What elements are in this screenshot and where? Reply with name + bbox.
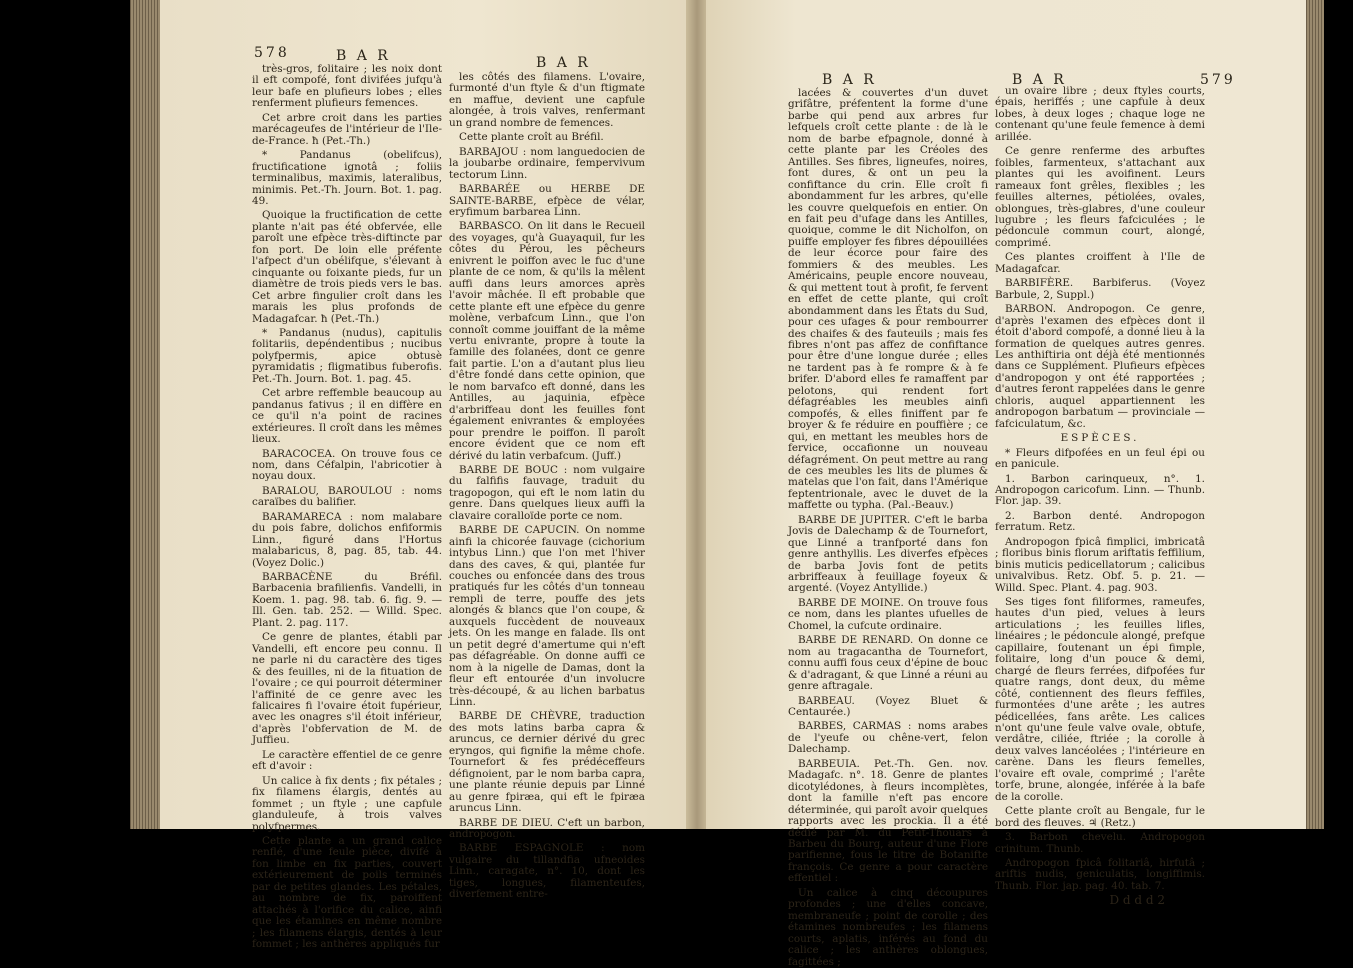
paragraph: Un calice à fix dents ; fix pétales ; fix filamens élargis, dentés au fommet ; un ftyle ; une capfule glanduleufe, à trois valves polyfpermes. (252, 774, 442, 833)
right-page-edges (1306, 0, 1324, 829)
paragraph: BARBASCO. On lit dans le Recueil des voyages, qu'à Guayaquil, fur les côtes du Pérou, les pêcheurs enivrent le poiffon avec le fuc d'une plante de ce nom, & qu'ils la mêlent auffi dans leurs amorces après l'avoir mâchée. Il eft probable que cette plante eft une efpèce du genre molène, verbafcum Linn., que l'on connoît comme jouiffant de la même vertu enivrante, propre à toute la famille des folanées, dont ce genre fait partie. L'on a d'autant plus lieu d'être fondé dans cette opinion, que le nom barvafco eft donné, dans les Antilles, au jaquinia, efpèce d'arbriffeau dont les feuilles font également enivrantes & employées pour prendre le poiffon. Il paroît encore évident que ce nom eft dérivé du latin verbafcum. (Juff.) (449, 220, 645, 462)
paragraph: Quoique la fructification de cette plante n'ait pas été obfervée, elle paroît une efpèce très-diftincte par fon port. De loin elle préfente l'afpect d'un obélifque, s'élevant à cinquante ou foixante pieds, fur un diamètre de trois pieds vers le bas. Cet arbre fingulier croît dans les marais les plus profonds de Madagafcar. ħ (Pet.-Th.) (252, 209, 442, 325)
paragraph: BARBE DE MOINE. On trouve fous ce nom, dans les plantes ufuelles de Chomel, la cufcute ordinaire. (788, 596, 988, 632)
paragraph: BARBE DE DIEU. C'eft un barbon, andropogon. (449, 816, 645, 840)
paragraph: BARBAJOU : nom languedocien de la joubarbe ordinaire, fempervivum tectorum Linn. (449, 145, 645, 181)
paragraph: Andropogon fpicâ folitariâ, hirfutâ ; ariftis nudis, geniculatis, longiffimis. Thunb. Flor. jap. pag. 40. tab. 7. (995, 857, 1205, 892)
paragraph: * Fleurs difpofées en un feul épi ou en panicule. (995, 446, 1205, 471)
paragraph: BARBEAU. (Voyez Bluet & Centaurée.) (788, 694, 988, 719)
paragraph: BARBON. Andropogon. Ce genre, d'après l'examen des efpèces dont il étoit d'abord compofé, a donné lieu à la formation de quelques autres genres. Les anthiftiria ont déjà été mentionnés dans ce Supplément. Plufieurs efpèces d'andropogon y ont été rapportées ; d'autres feront rappelées dans le genre chloris, auquel appartiennent les andropogon barbatum — provinciale — fafciculatum, &c. (995, 303, 1205, 430)
paragraph: BARBACÈNE du Bréfil. Barbacenia brafilienfis. Vandelli, in Koem. 1. pag. 98. tab. 6. fig. 9. — Ill. Gen. tab. 252. — Willd. Spec. Plant. 2. pag. 117. (252, 571, 442, 629)
paragraph: Cette plante a un grand calice renflé, d'une feule pièce, divifé à fon limbe en fix parties, couvert extérieurement de poils terminés par de petites glandes. Les pétales, au nombre de fix, paroiffent attachés à l'orifice du calice, ainfi que les étamines en même nombre ; les filamens élargis, dentés à leur fommet ; les anthères appliqués fur (252, 835, 442, 951)
paragraph: Ce genre renferme des arbuftes foibles, farmenteux, s'attachant aux plantes qui les avoifinent. Leurs rameaux font grêles, flexibles ; les feuilles alternes, pétiolées, ovales, oblongues, très-glabres, d'une couleur lugubre ; les fleurs fafciculées ; le pédoncule commun court, alongé, comprimé. (995, 145, 1205, 249)
paragraph: BARBE DE BOUC : nom vulgaire du falfifis fauvage, traduit du tragopogon, qui eft le nom latin du genre. Dans quelques lieux auffi la clavaire coralloïde porte ce nom. (449, 463, 645, 522)
paragraph: Cette plante croît au Bengale, fur le bord des fleuves. ♃ (Retz.) (995, 805, 1205, 829)
paragraph: BARBARÉE ou HERBE DE SAINTE-BARBE, efpèce de vélar, eryfimum barbarea Linn. (449, 183, 645, 218)
paragraph: Ce genre de plantes, établi par Vandelli, eft encore peu connu. Il ne parle ni du caractère des tiges & des feuilles, ni de la fituation de l'ovaire ; ce qui pourroit déterminer l'affinité de ce genre avec les falicaires fi l'ovaire étoit fupérieur, avec les onagres s'il étoit inférieur, d'après l'obfervation de M. de Juffieu. (252, 631, 442, 747)
paragraph: un ovaire libre ; deux ftyles courts, épais, heriffés ; une capfule à deux lobes, à deux loges ; chaque loge ne contenant qu'une feule femence à demi arillée. (995, 85, 1205, 143)
right-column-1 (788, 87, 988, 968)
paragraph: Andropogon fpicâ fimplici, imbricatâ ; floribus binis florum ariftatis feffilium, binis muticis pedicellatorum ; calicibus univalvibus. Retz. Obf. 5. p. 21. — Willd. Spec. Plant. 4. pag. 903. (995, 535, 1205, 594)
left-header-col2: B A R (536, 55, 591, 71)
paragraph: Ses tiges font filiformes, rameufes, hautes d'un pied, velues à leurs articulations ; les feuilles lifles, linéaires ; le pédoncule alongé, prefque capillaire, foutenant un épi fimple, folitaire, long d'un pouce & demi, chargé de fleurs ferrées, difpofées fur quatre rangs, dont deux, du même côté, contiennent des fleurs feffiles, furmontées d'une arête ; les autres pédicellées, fans arête. Les calices n'ont qu'une feule valve ovale, obtufe, verdâtre, ciliée, ftriée ; la corolle à deux valves lancéolées ; l'intérieure en carène. Dans les fleurs femelles, l'ovaire eft ovale, comprimé ; l'arête torfe, brune, alongée, inférée à la bafe de la corolle. (995, 596, 1205, 803)
left-header-col1: B A R (336, 48, 391, 64)
left-column-1 (252, 63, 442, 951)
right-page (706, 0, 1306, 968)
left-page-number: 578 (254, 45, 290, 61)
paragraph: Ces plantes croiffent à l'Ile de Madagafcar. (995, 251, 1205, 275)
paragraph: lacées & couvertes d'un duvet grifâtre, préfentent la forme d'une barbe qui pend aux arbres fur lefquels croît cette plante : de là le nom de barbe efpagnole, donné à cette plante par les Créoles des Antilles. Ses fibres, ligneufes, noires, font dures, & ont un peu la confiftance du crin. Elle croît fi abondamment fur les arbres, qu'elle les couvre quelquefois en entier. On en fait peu d'ufage dans les Antilles, quoique, comme le dit Nicholfon, on puiffe employer fes fibres dépouillées de leur écorce pour faire des fommiers & des meubles. Les Américains, peuple encore nouveau, & qui mettent tout à profit, fe fervent en effet de cette plante, qui croît abondamment dans les États du Sud, pour ces ufages & pour rembourrer des chaifes & des fauteuils ; mais fes fibres n'ont pas affez de confiftance pour être d'une longue durée ; elles ne tardent pas à fe rompre & à fe brifer. D'abord elles fe ramaffent par pelotons, qui rendent fort défagréables les meubles ainfi compofés, & elles finiffent par fe broyer & fe réduire en pouffière ; ce qui, en mettant les meubles hors de fervice, occafionne un nouveau défagrément. On peut mettre au rang de ces meubles les lits de plumes & matelas que l'on fait, dans l'Amérique feptentrionale, avec le duvet de la maffette ou typha. (Pal.-Beauv.) (788, 87, 988, 512)
paragraph: 1. Barbon carinqueux, n°. 1. Andropogon caricofum. Linn. — Thunb. Flor. jap. 39. (995, 472, 1205, 508)
paragraph: BARBES, CARMAS : noms arabes de l'yeufe ou chêne-vert, felon Dalechamp. (788, 720, 988, 756)
paragraph: Cet arbre reffemble beaucoup au pandanus fativus ; il en diffère en ce qu'il n'a point de racines extérieures. Il croît dans les mêmes lieux. (252, 387, 442, 446)
paragraph: BARALOU, BAROULOU : noms caraïbes du balifier. (252, 484, 442, 509)
paragraph: BARBE DE JUPITER. C'eft le barba Jovis de Dalechamp & de Tournefort, que Linné a tranfporté dans fon genre anthyllis. Les diverfes efpèces de barba Jovis font de petits arbriffeaux à feuillage foyeux & argenté. (Voyez Antyllide.) (788, 513, 988, 595)
paragraph: très-gros, folitaire ; les noix dont il eft compofé, font divifées jufqu'à leur bafe en plufieurs lobes ; elles renferment plufieurs femences. (252, 63, 442, 110)
left-page-edges (130, 0, 160, 829)
paragraph: BARBIFÈRE. Barbiferus. (Voyez Barbule, 2, Suppl.) (995, 277, 1205, 301)
right-column-2 (995, 85, 1205, 908)
right-header-col2: B A R (1012, 72, 1067, 88)
paragraph: Cet arbre croit dans les parties marécageufes de l'intérieur de l'Ile-de-France. ħ (Pet.-Th.) (252, 111, 442, 147)
paragraph: D d d d 2 (1109, 893, 1165, 908)
paragraph: * Pandanus (nudus), capitulis folitariis, depéndentibus ; nucibus polyfpermis, apice obtusè pyramidatis ; fligmatibus fuberofis. Pet.-Th. Journ. Bot. 1. pag. 45. (252, 326, 442, 385)
paragraph: 2. Barbon denté. Andropogon ferratum. Retz. (995, 509, 1205, 534)
paragraph: BARBE DE CAPUCIN. On nomme ainfi la chicorée fauvage (cichorium intybus Linn.) que l'on met l'hiver dans des caves, & qui, plantée fur couches ou enfoncée dans des trous pratiqués fur les côtés d'un tonneau rempli de terre, pouffe des jets alongés & blancs que l'on coupe, & auxquels fuccèdent de nouveaux jets. On les mange en falade. Ils ont un petit degré d'amertume qui n'eft pas défagréable. On donne auffi ce nom à la nigelle de Damas, dont la fleur eft entourée d'un involucre très-découpé, & au lichen barbatus Linn. (449, 524, 645, 709)
right-header-col1: B A R (822, 72, 877, 88)
paragraph: BARBE ESPAGNOLE : nom vulgaire du tillandfia ufneoides Linn., caragate, n°. 10, dont les tiges, longues, filamenteufes, diverfement entre- (449, 842, 645, 901)
paragraph: BARBEUIA. Pet.-Th. Gen. nov. Madagafc. n°. 18. Genre de plantes dicotylédones, à fleurs incomplètes, dont la famille n'eft pas encore déterminée, qui paroît avoir quelques rapports avec les prockia. Il a été dédié par M. du Petit-Thouars à Barbeu du Bourg, auteur d'une Flore parifienne, fous le titre de Botanifte françois. Ce genre a pour caractère effentiel : (788, 757, 988, 885)
paragraph: BARBE DE CHÈVRE, traduction des mots latins barba capra & aruncus, ce dernier dérivé du grec eryngos, qui fignifie la même chofe. Tournefort & fes prédéceffeurs défignoient, par le nom barba capra, une plante réunie depuis par Linné au genre fpiræa, qui eft le fpiræa aruncus Linn. (449, 710, 645, 815)
paragraph: BARACOCEA. On trouve fous ce nom, dans Céfalpin, l'abricotier à noyau doux. (252, 447, 442, 483)
paragraph: Le caractère effentiel de ce genre eft d'avoir : (252, 748, 442, 773)
book-gutter (686, 0, 708, 829)
paragraph: ESPÈCES. (1060, 432, 1140, 445)
paragraph: les côtés des filamens. L'ovaire, furmonté d'un ftyle & d'un ftigmate en maffue, devient une capfule alongée, à trois valves, renfermant un grand nombre de femences. (449, 71, 645, 129)
paragraph: Cette plante croît au Bréfil. (459, 131, 604, 144)
paragraph: 3. Barbon chevelu. Andropogon crinitum. Thunb. (995, 831, 1205, 855)
left-column-2 (449, 71, 645, 901)
paragraph: * Pandanus (obelifcus), fructificatione ignotâ ; foliis terminalibus, maximis, lateralibus, minimis. Pet.-Th. Journ. Bot. 1. pag. 49. (252, 149, 442, 207)
right-page-number: 579 (1200, 72, 1236, 88)
left-page (160, 0, 688, 951)
paragraph: BARAMARECA : nom malabare du pois fabre, dolichos enfiformis Linn., figuré dans l'Hortus malabaricus, 8, pag. 85, tab. 44. (Voyez Dolic.) (252, 510, 442, 569)
paragraph: BARBE DE RENARD. On donne ce nom au tragacantha de Tournefort, connu auffi fous ceux d'épine de bouc & d'adragant, & que Linné a réuni au genre aftragale. (788, 634, 988, 693)
paragraph: Un calice à cinq découpures profondes ; une d'elles concave, membraneufe ; point de corolle ; des étamines nombreufes ; les filamens courts, aplatis, inférés au fond du calice ; les anthères oblongues, fagittées ; (788, 886, 988, 968)
